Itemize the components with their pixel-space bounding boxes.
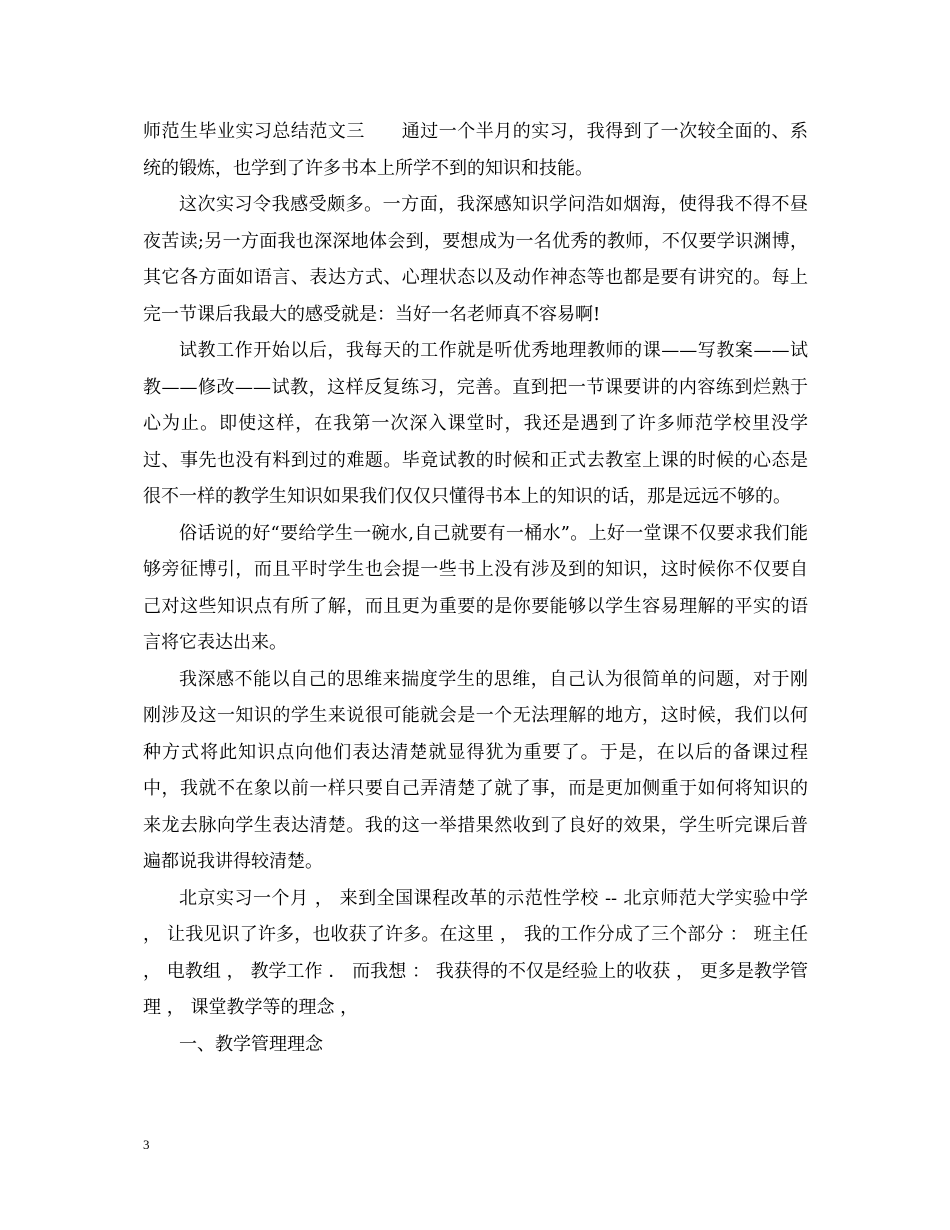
paragraph-6: 北京实习一个月 ， 来到全国课程改革的示范性学校 -- 北京师范大学实验中学 ， 让我见识了许多，也收获了许多。在这里 ， 我的工作分成了三个部分 ： 班主任 ， 电教组 ， 教学工作 ． 而我想 ： 我获得的不仅是经验上的收获 ， 更多是教学管理 ， 课堂教学等的理念 ， <box>143 887 808 1018</box>
paragraph-2: 这次实习令我感受颇多。一方面，我深感知识学问浩如烟海，使得我不得不昼夜苦读;另一方面我也深深地体会到，要想成为一名优秀的教师，不仅要学识渊博，其它各方面如语言、表达方式、心理状态以及动作神态等也都是要有讲究的。每上完一节课后我最大的感受就是：当好一名老师真不容易啊! <box>143 194 808 325</box>
section-heading: 一、教学管理理念 <box>179 1033 323 1055</box>
page-number: 3 <box>143 1137 150 1152</box>
paragraph-1: 师范生毕业实习总结范文三 通过一个半月的实习，我得到了一次较全面的、系统的锻炼，也学到了许多书本上所学不到的知识和技能。 <box>143 121 808 179</box>
paragraph-3: 试教工作开始以后，我每天的工作就是听优秀地理教师的课——写教案——试教——修改——试教，这样反复练习，完善。直到把一节课要讲的内容练到烂熟于心为止。即使这样，在我第一次深入课堂时，我还是遇到了许多师范学校里没学过、事先也没有料到过的难题。毕竟试教的时候和正式去教室上课的时候的心态是很不一样的教学生知识如果我们仅仅只懂得书本上的知识的话，那是远远不够的。 <box>143 340 808 507</box>
paragraph-5: 我深感不能以自己的思维来揣度学生的思维，自己认为很简单的问题，对于刚刚涉及这一知识的学生来说很可能就会是一个无法理解的地方，这时候，我们以何种方式将此知识点向他们表达清楚就显得犹为重要了。于是，在以后的备课过程中，我就不在象以前一样只要自己弄清楚了就了事，而是更加侧重于如何将知识的来龙去脉向学生表达清楚。我的这一举措果然收到了良好的效果，学生听完课后普遍都说我讲得较清楚。 <box>143 668 808 872</box>
paragraph-4: 俗话说的好“要给学生一碗水,自己就要有一桶水”。上好一堂课不仅要求我们能够旁征博引，而且平时学生也会提一些书上没有涉及到的知识，这时候你不仅要自己对这些知识点有所了解，而且更为重要的是你要能够以学生容易理解的平实的语言将它表达出来。 <box>143 522 808 653</box>
document-body <box>143 114 808 1063</box>
